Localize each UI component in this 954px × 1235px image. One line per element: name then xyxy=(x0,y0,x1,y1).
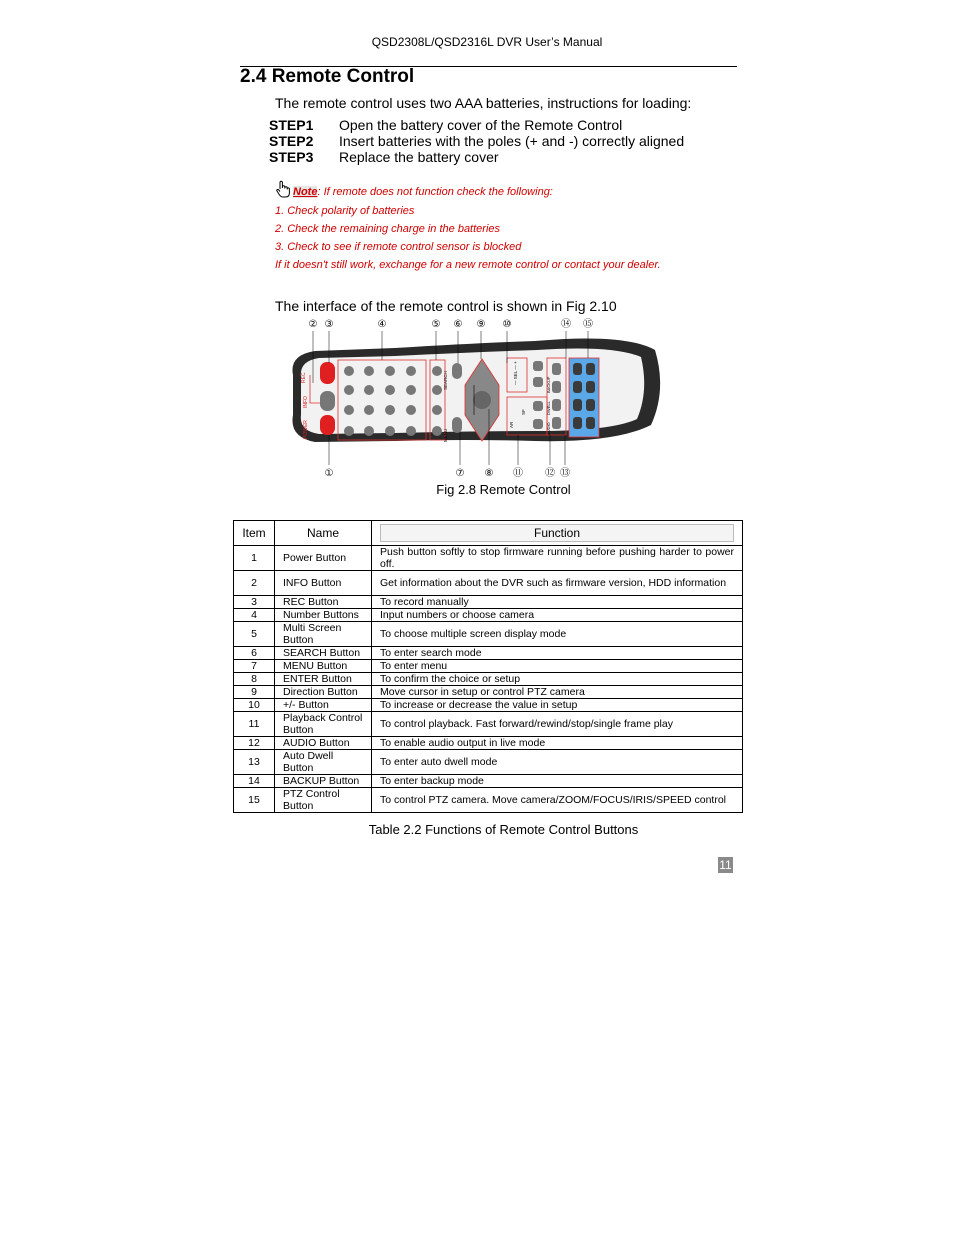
note-heading xyxy=(276,180,553,198)
table-row xyxy=(234,775,743,788)
row-name: SEARCH Button xyxy=(275,647,372,660)
table-row xyxy=(234,750,743,775)
power-button xyxy=(320,415,335,435)
table-row xyxy=(234,686,743,699)
row-function: To enter menu xyxy=(372,660,743,673)
table-row xyxy=(234,699,743,712)
row-item: 6 xyxy=(234,647,275,660)
menu-label: MENU xyxy=(443,428,448,442)
row-name: INFO Button xyxy=(275,571,372,596)
row-function: To confirm the choice or setup xyxy=(372,673,743,686)
header-name: Name xyxy=(275,521,372,546)
info-label: INFO xyxy=(303,396,309,408)
table-row xyxy=(234,609,743,622)
row-item: 15 xyxy=(234,788,275,813)
row-function: To enter auto dwell mode xyxy=(372,750,743,775)
table-row xyxy=(234,660,743,673)
row-name: Auto Dwell Button xyxy=(275,750,372,775)
ar-label: AR xyxy=(509,421,514,428)
callout-9: ⑨ xyxy=(476,319,486,330)
row-item: 8 xyxy=(234,673,275,686)
table-row xyxy=(234,737,743,750)
callout-4: ④ xyxy=(377,319,387,330)
step-text: Replace the battery cover xyxy=(339,149,499,165)
figure-intro: The interface of the remote control is shown in Fig 2.10 xyxy=(275,298,617,314)
callout-12: ⑫ xyxy=(545,468,555,478)
callout-7: ⑦ xyxy=(455,468,465,478)
dwell-label: DWELL xyxy=(546,401,551,415)
note-item: 3. Check to see if remote control sensor is blocked xyxy=(275,241,522,253)
callout-1: ① xyxy=(324,468,334,478)
step-text: Insert batteries with the poles (+ and -) correctly aligned xyxy=(339,133,685,149)
intro-text: The remote control uses two AAA batteries, instructions for loading: xyxy=(275,95,692,111)
callout-3: ③ xyxy=(324,319,334,330)
row-name: +/- Button xyxy=(275,699,372,712)
step-label: STEP1 xyxy=(269,117,314,133)
running-header: QSD2308L/QSD2316L DVR User’s Manual xyxy=(371,35,603,49)
audio-label: AUDIO xyxy=(546,422,551,435)
menu-button xyxy=(452,417,462,433)
callout-2: ② xyxy=(308,319,318,330)
header-function xyxy=(372,521,743,546)
callout-5: ⑤ xyxy=(431,319,441,330)
step-label: STEP2 xyxy=(269,133,314,149)
row-name: Direction Button xyxy=(275,686,372,699)
table-row xyxy=(234,622,743,647)
row-name: AUDIO Button xyxy=(275,737,372,750)
table-row xyxy=(234,647,743,660)
callout-10: ⑩ xyxy=(502,319,512,330)
callout-13: ⑬ xyxy=(560,468,570,478)
table-row xyxy=(234,596,743,609)
row-name: BACKUP Button xyxy=(275,775,372,788)
callout-11: ⑪ xyxy=(513,468,523,478)
row-item: 11 xyxy=(234,712,275,737)
enter-button xyxy=(473,391,491,409)
info-button xyxy=(320,391,335,411)
row-name: MENU Button xyxy=(275,660,372,673)
note-text: : If remote does not function check the following: xyxy=(317,186,553,198)
step-text: Open the battery cover of the Remote Control xyxy=(339,117,623,133)
callout-15: ⑮ xyxy=(583,319,593,330)
row-name: PTZ Control Button xyxy=(275,788,372,813)
row-name: Multi Screen Button xyxy=(275,622,372,647)
table-row xyxy=(234,673,743,686)
row-function: To record manually xyxy=(372,596,743,609)
search-label: SEARCH xyxy=(443,371,448,390)
row-item: 12 xyxy=(234,737,275,750)
table-row xyxy=(234,546,743,571)
step-1 xyxy=(269,117,622,133)
table-row xyxy=(234,712,743,737)
note-item: 2. Check the remaining charge in the batteries xyxy=(275,223,501,235)
row-function: To enter backup mode xyxy=(372,775,743,788)
table-header-row xyxy=(234,521,743,546)
section-title: 2.4 Remote Control xyxy=(240,66,415,87)
row-function: Get information about the DVR such as firmware version, HDD information xyxy=(372,571,743,596)
row-function: Push button softly to stop firmware running before pushing harder to power off. xyxy=(372,546,743,571)
row-function: To control playback. Fast forward/rewind/stop/single frame play xyxy=(372,712,743,737)
row-item: 14 xyxy=(234,775,275,788)
search-button xyxy=(452,363,462,379)
page-number: 11 xyxy=(719,858,732,872)
table-caption: Table 2.2 Functions of Remote Control Buttons xyxy=(368,822,639,837)
row-item: 13 xyxy=(234,750,275,775)
row-item: 3 xyxy=(234,596,275,609)
note-label: Note xyxy=(293,186,318,198)
row-function: Move cursor in setup or control PTZ camera xyxy=(372,686,743,699)
row-item: 7 xyxy=(234,660,275,673)
functions-table xyxy=(233,520,743,813)
rec-label: REC xyxy=(301,372,307,383)
row-name: Number Buttons xyxy=(275,609,372,622)
row-item: 2 xyxy=(234,571,275,596)
row-function: To choose multiple screen display mode xyxy=(372,622,743,647)
row-name: Power Button xyxy=(275,546,372,571)
note-item: If it doesn't still work, exchange for a new remote control or contact your dealer. xyxy=(275,259,661,271)
row-item: 9 xyxy=(234,686,275,699)
pointing-hand-icon xyxy=(276,180,290,198)
row-item: 4 xyxy=(234,609,275,622)
header-function-label: Function xyxy=(380,524,734,542)
step-3 xyxy=(269,149,499,165)
row-name: Playback Control Button xyxy=(275,712,372,737)
row-function: To enable audio output in live mode xyxy=(372,737,743,750)
row-name: ENTER Button xyxy=(275,673,372,686)
step-2 xyxy=(269,133,684,149)
backup-label: BACKUP xyxy=(546,376,551,393)
callout-6: ⑥ xyxy=(453,319,463,330)
header-item: Item xyxy=(234,521,275,546)
row-item: 10 xyxy=(234,699,275,712)
power-label: POWER xyxy=(303,420,309,439)
table-body xyxy=(234,546,743,813)
sf-label: SF xyxy=(521,409,526,415)
note-item: 1. Check polarity of batteries xyxy=(275,205,415,217)
row-function: To enter search mode xyxy=(372,647,743,660)
row-item: 1 xyxy=(234,546,275,571)
figure-caption: Fig 2.8 Remote Control xyxy=(436,482,571,497)
callout-14: ⑭ xyxy=(561,319,571,330)
sel-label: — SEL — + xyxy=(513,361,518,385)
remote-control-figure xyxy=(275,315,661,478)
table-row xyxy=(234,571,743,596)
row-function: Input numbers or choose camera xyxy=(372,609,743,622)
row-function: To increase or decrease the value in setup xyxy=(372,699,743,712)
callout-8: ⑧ xyxy=(484,468,494,478)
row-item: 5 xyxy=(234,622,275,647)
table-row xyxy=(234,788,743,813)
rec-button xyxy=(320,362,335,384)
step-label: STEP3 xyxy=(269,149,314,165)
row-function: To control PTZ camera. Move camera/ZOOM/FOCUS/IRIS/SPEED control xyxy=(372,788,743,813)
row-name: REC Button xyxy=(275,596,372,609)
